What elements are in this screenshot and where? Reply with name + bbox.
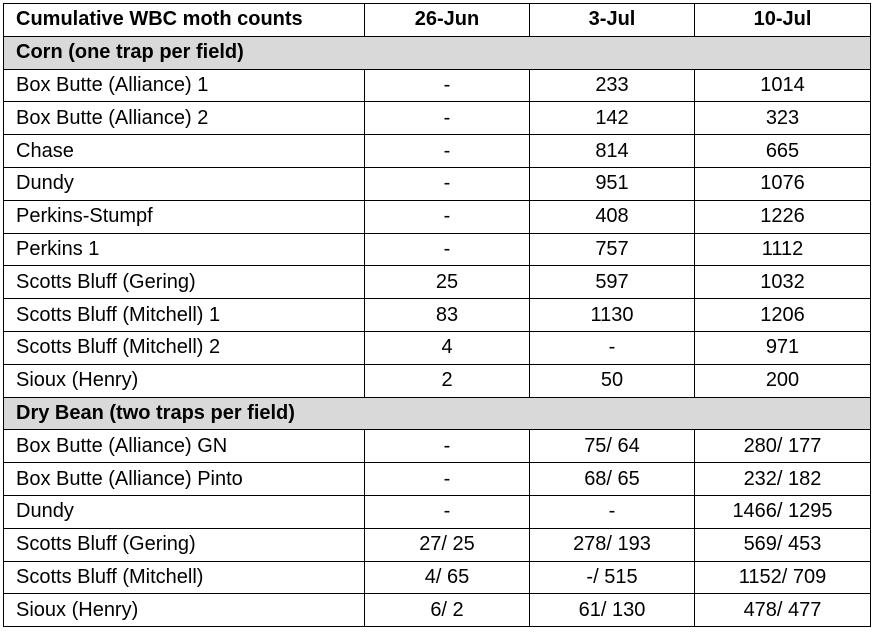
count-cell: - <box>365 495 530 528</box>
count-cell: 1152/ 709 <box>695 561 871 594</box>
count-cell: 323 <box>695 102 871 135</box>
table-row <box>4 594 871 627</box>
location-name: Box Butte (Alliance) Pinto <box>4 463 365 496</box>
count-cell: 280/ 177 <box>695 430 871 463</box>
count-cell: - <box>365 233 530 266</box>
count-cell: - <box>365 167 530 200</box>
count-cell: 25 <box>365 266 530 299</box>
count-cell: - <box>365 430 530 463</box>
section-label: Corn (one trap per field) <box>4 36 871 69</box>
location-name: Dundy <box>4 167 365 200</box>
location-name: Scotts Bluff (Gering) <box>4 528 365 561</box>
count-cell: 1206 <box>695 299 871 332</box>
count-cell: -/ 515 <box>530 561 695 594</box>
table-row <box>4 528 871 561</box>
count-cell: 200 <box>695 364 871 397</box>
count-cell: 971 <box>695 331 871 364</box>
table-row <box>4 233 871 266</box>
count-cell: 233 <box>530 69 695 102</box>
count-cell: 232/ 182 <box>695 463 871 496</box>
count-cell: 1466/ 1295 <box>695 495 871 528</box>
location-name: Sioux (Henry) <box>4 594 365 627</box>
section-header-row <box>4 36 871 69</box>
location-name: Scotts Bluff (Gering) <box>4 266 365 299</box>
count-cell: 408 <box>530 200 695 233</box>
count-cell: 142 <box>530 102 695 135</box>
count-cell: 569/ 453 <box>695 528 871 561</box>
location-name: Perkins-Stumpf <box>4 200 365 233</box>
count-cell: 75/ 64 <box>530 430 695 463</box>
location-name: Scotts Bluff (Mitchell) <box>4 561 365 594</box>
count-cell: 1076 <box>695 167 871 200</box>
table-row <box>4 69 871 102</box>
header-row <box>4 4 871 37</box>
count-cell: 1032 <box>695 266 871 299</box>
count-cell: - <box>365 463 530 496</box>
count-cell: 814 <box>530 135 695 168</box>
moth-counts-table <box>3 3 871 627</box>
table-title: Cumulative WBC moth counts <box>4 4 365 37</box>
location-name: Box Butte (Alliance) 1 <box>4 69 365 102</box>
table-row <box>4 266 871 299</box>
count-cell: - <box>365 200 530 233</box>
count-cell: 1130 <box>530 299 695 332</box>
count-cell: 1014 <box>695 69 871 102</box>
table-row <box>4 331 871 364</box>
location-name: Chase <box>4 135 365 168</box>
count-cell: 757 <box>530 233 695 266</box>
count-cell: - <box>530 495 695 528</box>
location-name: Sioux (Henry) <box>4 364 365 397</box>
count-cell: 665 <box>695 135 871 168</box>
table-row <box>4 102 871 135</box>
count-cell: 2 <box>365 364 530 397</box>
count-cell: 50 <box>530 364 695 397</box>
table-row <box>4 561 871 594</box>
count-cell: 68/ 65 <box>530 463 695 496</box>
section-label: Dry Bean (two traps per field) <box>4 397 871 430</box>
count-cell: 597 <box>530 266 695 299</box>
count-cell: 1226 <box>695 200 871 233</box>
location-name: Box Butte (Alliance) GN <box>4 430 365 463</box>
date-header: 26-Jun <box>365 4 530 37</box>
count-cell: 4/ 65 <box>365 561 530 594</box>
moth-counts-table-container <box>3 3 871 627</box>
count-cell: 83 <box>365 299 530 332</box>
count-cell: 61/ 130 <box>530 594 695 627</box>
count-cell: 6/ 2 <box>365 594 530 627</box>
count-cell: 27/ 25 <box>365 528 530 561</box>
table-body <box>4 36 871 626</box>
section-header-row <box>4 397 871 430</box>
location-name: Box Butte (Alliance) 2 <box>4 102 365 135</box>
count-cell: 278/ 193 <box>530 528 695 561</box>
date-header: 3-Jul <box>530 4 695 37</box>
table-row <box>4 200 871 233</box>
count-cell: - <box>365 102 530 135</box>
table-row <box>4 364 871 397</box>
table-row <box>4 495 871 528</box>
count-cell: 4 <box>365 331 530 364</box>
count-cell: - <box>530 331 695 364</box>
location-name: Scotts Bluff (Mitchell) 1 <box>4 299 365 332</box>
location-name: Perkins 1 <box>4 233 365 266</box>
count-cell: 478/ 477 <box>695 594 871 627</box>
count-cell: - <box>365 69 530 102</box>
table-row <box>4 299 871 332</box>
count-cell: 951 <box>530 167 695 200</box>
table-row <box>4 430 871 463</box>
count-cell: 1112 <box>695 233 871 266</box>
location-name: Dundy <box>4 495 365 528</box>
table-row <box>4 135 871 168</box>
date-header: 10-Jul <box>695 4 871 37</box>
table-row <box>4 463 871 496</box>
count-cell: - <box>365 135 530 168</box>
location-name: Scotts Bluff (Mitchell) 2 <box>4 331 365 364</box>
table-row <box>4 167 871 200</box>
